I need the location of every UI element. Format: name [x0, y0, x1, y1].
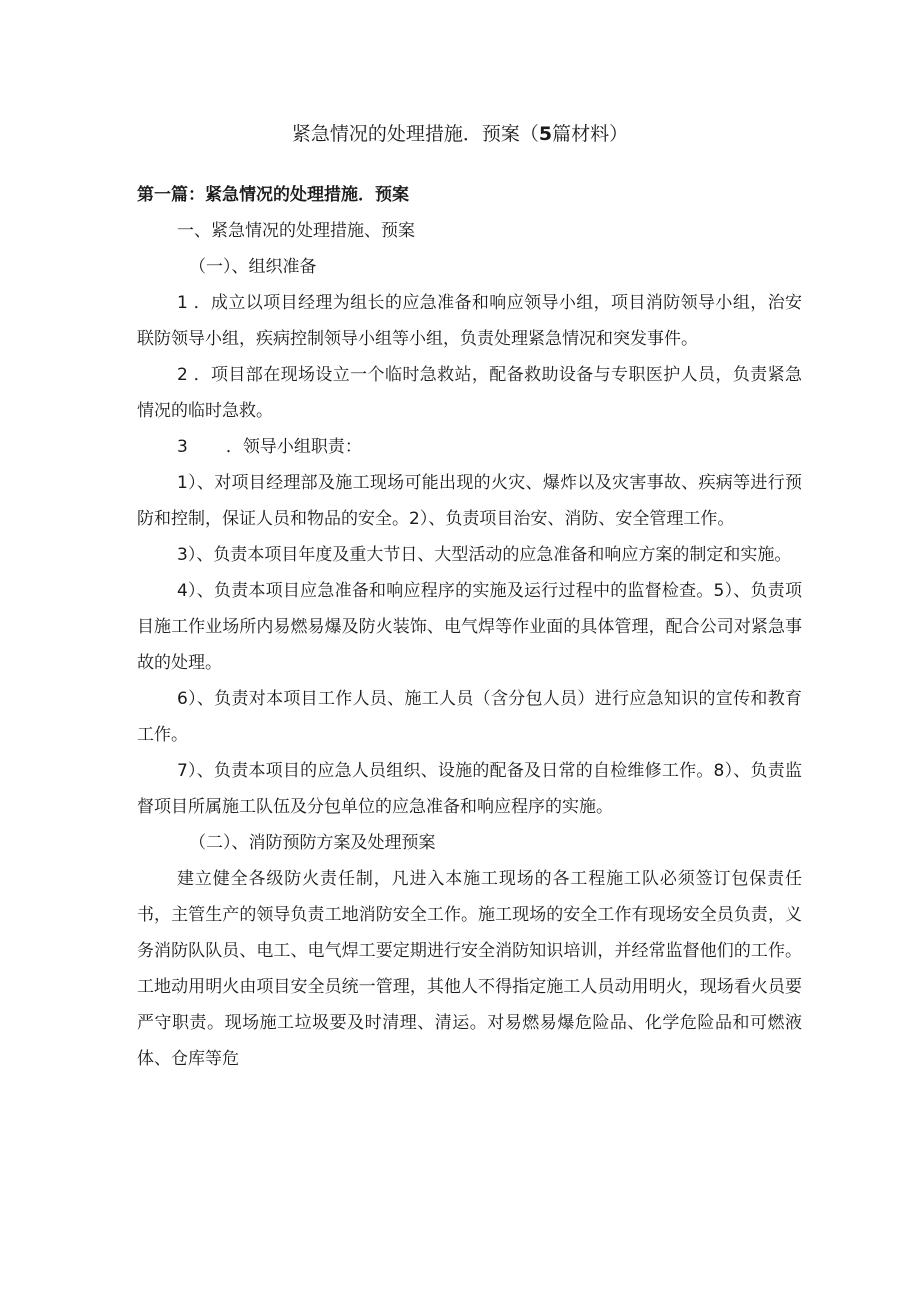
title-tail: 篇材料）	[552, 123, 629, 145]
chapter-heading: 第一篇：紧急情况的处理措施．预案	[137, 185, 409, 205]
paragraph-fire-prevention: 建立健全各级防火责任制，凡进入本施工现场的各工程施工队必须签订包保责任书，主管生产的领导负责工地消防安全工作。施工现场的安全工作有现场安全员负责，义务消防队队员、电工、电气焊工要定期进行安全消防知识培训，并经常监督他们的工作。工地动用明火由项目安全员统一管理，其他人不得指定施工人员动用明火，现场看火员要严守职责。现场施工垃圾要及时清理、清运。对易燃易爆危险品、化学危险品和可燃液体、仓库等危	[137, 869, 802, 1069]
paragraph-duty-4: 4）、负责本项目应急准备和响应程序的实施及运行过程中的监督检查。5）、负责项目施工作业场所内易燃易爆及防火装饰、电气焊等作业面的具体管理，配合公司对紧急事故的处理。	[137, 581, 802, 673]
section-heading: 一、紧急情况的处理措施、预案	[177, 221, 415, 241]
item-3-text: ．领导小组职责：	[225, 437, 362, 457]
paragraph-item-3	[137, 429, 802, 465]
item-3-number: 3	[177, 437, 188, 457]
paragraph-duty-3: 3）、负责本项目年度及重大节日、大型活动的应急准备和响应方案的制定和实施。	[177, 545, 792, 565]
title-main: 紧急情况的处理措施．预案（	[291, 123, 539, 145]
paragraph-item-1: 1 ．成立以项目经理为组长的应急准备和响应领导小组，项目消防领导小组，治安联防领导小组，疾病控制领导小组等小组，负责处理紧急情况和突发事件。	[137, 293, 802, 349]
paragraph-duty-6: 6）、负责对本项目工作人员、施工人员（含分包人员）进行应急知识的宣传和教育工作。	[137, 689, 802, 745]
paragraph-duty-7: 7）、负责本项目的应急人员组织、设施的配备及日常的自检维修工作。8）、负责监督项目所属施工队伍及分包单位的应急准备和响应程序的实施。	[137, 761, 802, 817]
document-body	[137, 177, 802, 1077]
subsection-heading-1: （一）、组织准备	[189, 257, 317, 277]
subsection-heading-2: （二）、消防预防方案及处理预案	[189, 833, 436, 853]
paragraph-item-2: 2 ．项目部在现场设立一个临时急救站，配备救助设备与专职医护人员，负责紧急情况的临时急救。	[137, 365, 802, 421]
title-count: 5	[538, 123, 553, 145]
paragraph-duty-1: 1）、对项目经理部及施工现场可能出现的火灾、爆炸以及灾害事故、疾病等进行预防和控制，保证人员和物品的安全。2）、负责项目治安、消防、安全管理工作。	[137, 473, 802, 529]
document-title	[0, 120, 920, 148]
